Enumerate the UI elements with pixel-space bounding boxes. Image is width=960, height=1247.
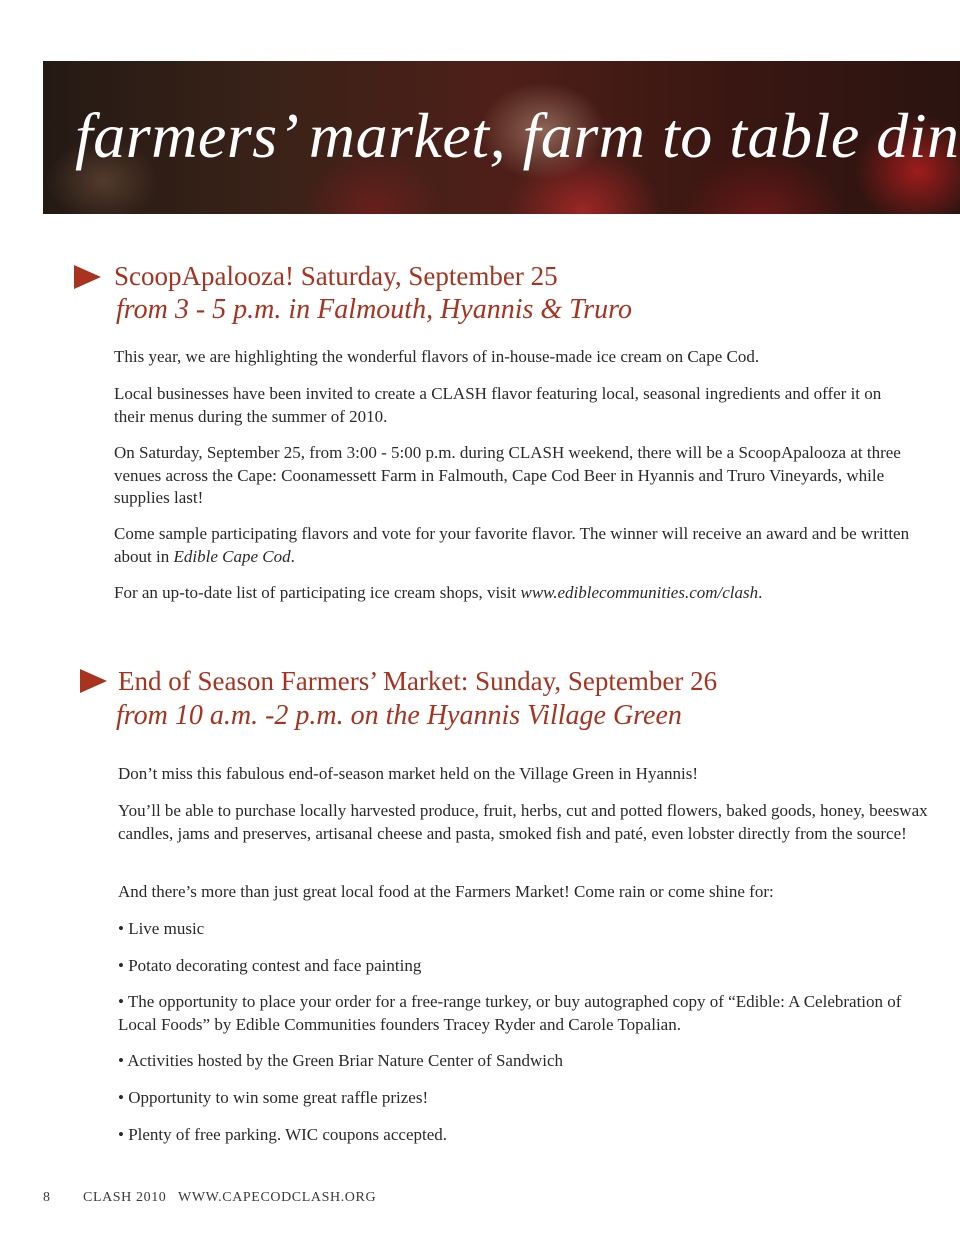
- section1-paragraph-4-text: Come sample participating flavors and vote for your favorite flavor. The winner will receive an award and be written about in: [114, 524, 910, 566]
- section1-heading: ScoopApalooza! Saturday, September 25: [114, 261, 558, 291]
- list-item: • The opportunity to place your order for a free-range turkey, or buy autographed copy of “Edible: A Celebration of Local Foods” by Edible Communities founders Tracey Ryder and Carole Topalian.: [118, 992, 902, 1034]
- section1-paragraph-3: On Saturday, September 25, from 3:00 - 5:00 p.m. during CLASH weekend, there will be a ScoopApalooza at three venues across the Cape: Coonamessett Farm in Falmouth, Cape Cod Beer in Hyannis and Truro Vineyards, while supplies last!: [114, 443, 901, 507]
- section1-paragraph-5-end: .: [758, 583, 763, 602]
- section1-paragraph-2: Local businesses have been invited to create a CLASH flavor featuring local, seasonal ingredients and offer it on their menus during the summer of 2010.: [114, 384, 882, 426]
- list-item: • Activities hosted by the Green Briar Nature Center of Sandwich: [118, 1051, 563, 1070]
- list-item: • Plenty of free parking. WIC coupons accepted.: [118, 1125, 448, 1144]
- section1-paragraph-1: This year, we are highlighting the wonderful flavors of in-house-made ice cream on Cape Cod.: [114, 347, 760, 366]
- section1-paragraph-5: [114, 582, 934, 605]
- section1-paragraph-5-text: For an up-to-date list of participating ice cream shops, visit: [114, 583, 521, 602]
- section2-subheading: from 10 a.m. -2 p.m. on the Hyannis Village Green: [116, 700, 682, 731]
- footer-publication: CLASH 2010: [83, 1190, 167, 1205]
- website-link[interactable]: www.ediblecommunities.com/clash: [520, 583, 759, 602]
- arrow-right-icon: [74, 265, 101, 289]
- publication-name: Edible Cape Cod: [173, 546, 291, 566]
- footer-website[interactable]: WWW.CAPECODCLASH.ORG: [178, 1190, 377, 1205]
- list-item: • Opportunity to win some great raffle prizes!: [118, 1088, 429, 1107]
- section2-heading: End of Season Farmers’ Market: Sunday, September 26: [118, 666, 718, 696]
- banner-title: farmers’ market, farm to table din: [75, 100, 960, 171]
- section1-paragraph-4: [114, 523, 914, 568]
- section2-paragraph-3: And there’s more than just great local food at the Farmers Market! Come rain or come shine for:: [118, 882, 774, 901]
- list-item: • Potato decorating contest and face painting: [118, 956, 422, 975]
- header-banner: [43, 61, 960, 214]
- section2-paragraph-2: You’ll be able to purchase locally harvested produce, fruit, herbs, cut and potted flowers, baked goods, honey, beeswax candles, jams and preserves, artisanal cheese and pasta, smoked fish and paté, even lobster directly from the source!: [118, 801, 928, 843]
- list-item: • Live music: [118, 919, 205, 938]
- section1-paragraph-4-end: .: [290, 546, 295, 566]
- section2-paragraph-1: Don’t miss this fabulous end-of-season market held on the Village Green in Hyannis!: [118, 764, 699, 783]
- arrow-right-icon: [80, 669, 107, 693]
- page-number: 8: [43, 1190, 51, 1205]
- section1-subheading: from 3 - 5 p.m. in Falmouth, Hyannis & Truro: [116, 294, 632, 325]
